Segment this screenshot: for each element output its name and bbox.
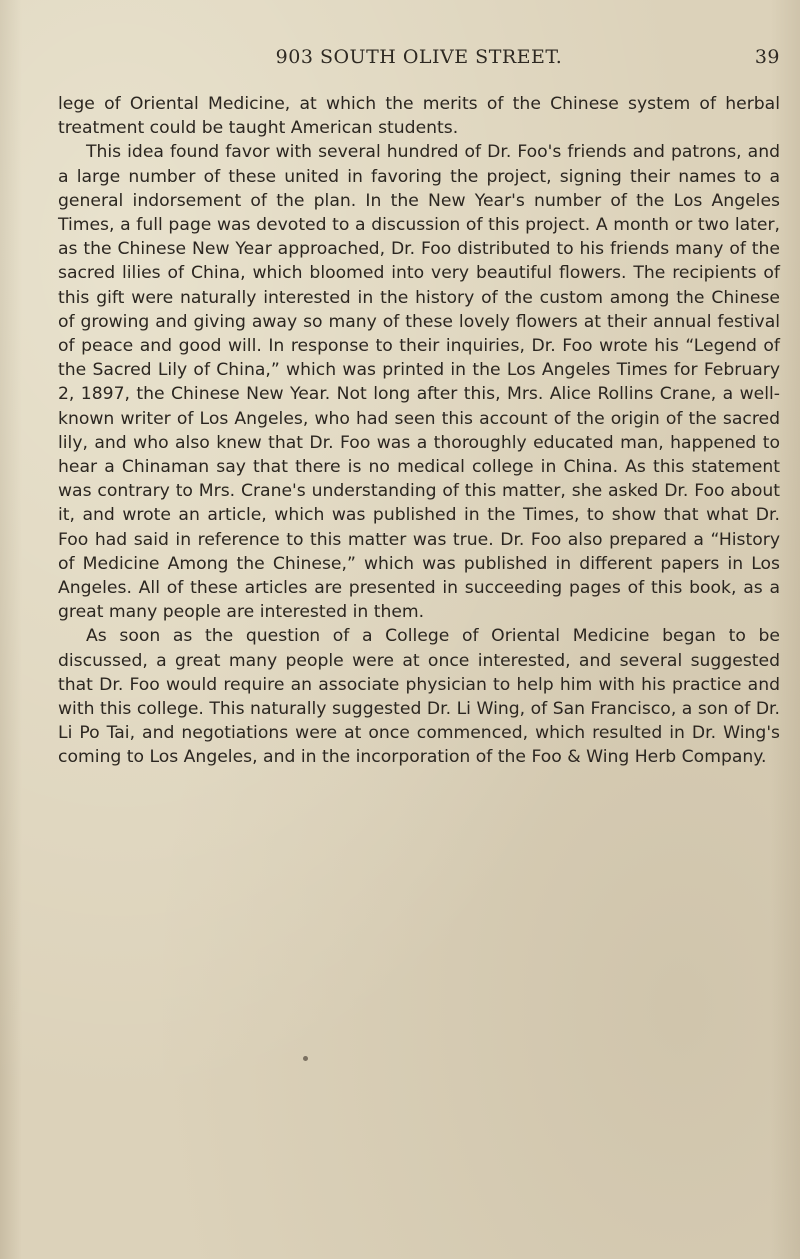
paragraph-continuation: lege of Oriental Medicine, at which the merits of the Chinese system of herbal treatment could be taught American students. (58, 94, 780, 139)
paragraph: As soon as the question of a College of Oriental Medicine began to be discussed, a great many people were at once interested, and several suggested that Dr. Foo would require an associate physician to help him with his practice and with this college. This naturally suggested Dr. Li Wing, of San Francisco, a son of Dr. Li Po Tai, and negotiations were at once commenced, which resulted in Dr. Wing's coming to Los Angeles, and in the incorporation of the Foo & Wing Herb Company. (58, 626, 780, 768)
page-number: 39 (754, 46, 780, 68)
body-text (58, 92, 780, 770)
running-head (58, 46, 780, 74)
paragraph: This idea found favor with several hundred of Dr. Foo's friends and patrons, and a large number of these united in favoring the project, signing their names to a general indorsement of the plan. In the New Year's number of the Los Angeles Times, a full page was devoted to a discussion of this project. A month or two later, as the Chinese New Year approached, Dr. Foo distributed to his friends many of the sacred lilies of China, which bloomed into very beautiful flowers. The recipients of this gift were naturally interested in the history of the custom among the Chinese of growing and giving away so many of these lovely flowers at their annual festival of peace and good will. In response to their inquiries, Dr. Foo wrote his “Legend of the Sacred Lily of China,” which was printed in the Los Angeles Times for February 2, 1897, the Chinese New Year. Not long after this, Mrs. Alice Rollins Crane, a well-known writer of Los Angeles, who had seen this account of the origin of the sacred lily, and who also knew that Dr. Foo was a thoroughly educated man, happened to hear a Chinaman say that there is no medical college in China. As this statement was contrary to Mrs. Crane's understanding of this matter, she asked Dr. Foo about it, and wrote an article, which was published in the Times, to show that what Dr. Foo had said in reference to this matter was true. Dr. Foo also prepared a “History of Medicine Among the Chinese,” which was published in different papers in Los Angeles. All of these articles are presented in succeeding pages of this book, as a great many people are interested in them. (58, 142, 780, 623)
paper-speck (303, 1056, 308, 1061)
running-title: 903 SOUTH OLIVE STREET. (275, 46, 563, 68)
